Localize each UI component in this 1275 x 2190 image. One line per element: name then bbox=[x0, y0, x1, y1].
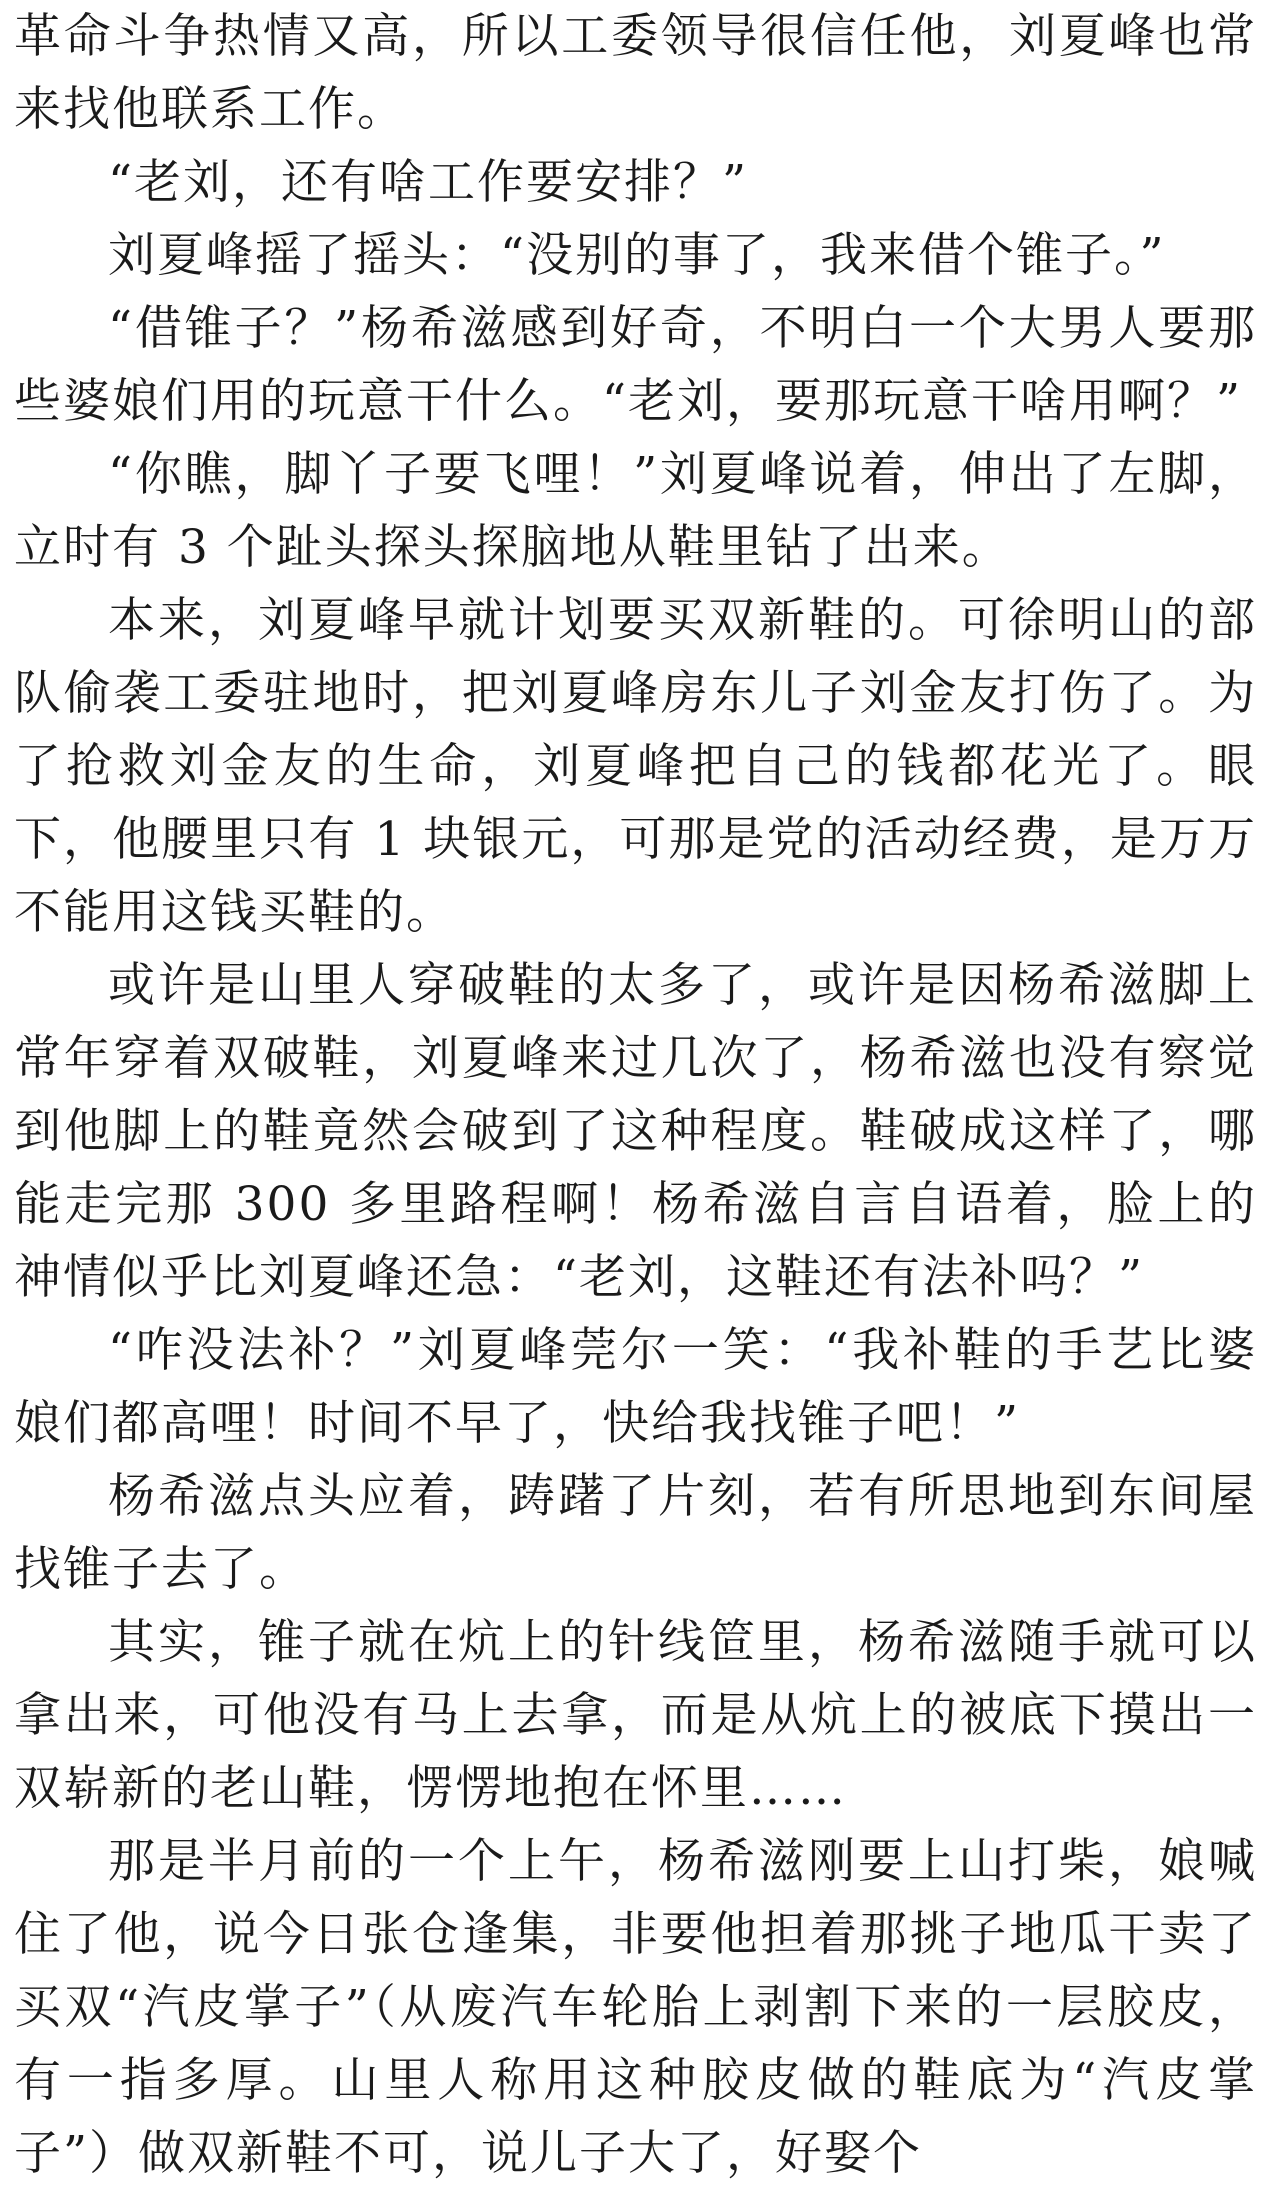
paragraph-6: 本来，刘夏峰早就计划要买双新鞋的。可徐明山的部队偷袭工委驻地时，把刘夏峰房东儿子刘金友打伤了。为了抢救刘金友的生命，刘夏峰把自己的钱都花光了。眼下，他腰里只有 1 块银元，可那是党的活动经费，是万万不能用这钱买鞋的。 bbox=[14, 593, 1257, 940]
paragraph-4: “借锥子？”杨希滋感到好奇，不明白一个大男人要那些婆娘们用的玩意干什么。“老刘，要那玩意干啥用啊？” bbox=[14, 301, 1257, 429]
paragraph-3: 刘夏峰摇了摇头：“没别的事了，我来借个锥子。” bbox=[108, 228, 1166, 283]
paragraph-2: “老刘，还有啥工作要安排？” bbox=[108, 155, 749, 210]
paragraph-5: “你瞧，脚丫子要飞哩！”刘夏峰说着，伸出了左脚，立时有 3 个趾头探头探脑地从鞋里钻了出来。 bbox=[14, 447, 1257, 575]
paragraph-10: 其实，锥子就在炕上的针线笸里，杨希滋随手就可以拿出来，可他没有马上去拿，而是从炕上的被底下摸出一双崭新的老山鞋，愣愣地抱在怀里…… bbox=[14, 1615, 1257, 1816]
paragraph-1: 革命斗争热情又高，所以工委领导很信任他，刘夏峰也常来找他联系工作。 bbox=[14, 9, 1257, 137]
paragraph-11: 那是半月前的一个上午，杨希滋刚要上山打柴，娘喊住了他，说今日张仓逢集，非要他担着那挑子地瓜干卖了买双“汽皮掌子”（从废汽车轮胎上剥割下来的一层胶皮，有一指多厚。山里人称用这种胶皮做的鞋底为“汽皮掌子”）做双新鞋不可，说儿子大了，好娶个 bbox=[14, 1834, 1257, 2181]
paragraph-9: 杨希滋点头应着，踌躇了片刻，若有所思地到东间屋找锥子去了。 bbox=[14, 1469, 1257, 1597]
paragraph-7: 或许是山里人穿破鞋的太多了，或许是因杨希滋脚上常年穿着双破鞋，刘夏峰来过几次了，杨希滋也没有察觉到他脚上的鞋竟然会破到了这种程度。鞋破成这样了，哪能走完那 300 多里路程啊！杨希滋自言自语着，脸上的神情似乎比刘夏峰还急：“老刘，这鞋还有法补吗？” bbox=[14, 958, 1257, 1305]
paragraph-8: “咋没法补？”刘夏峰莞尔一笑：“我补鞋的手艺比婆娘们都高哩！时间不早了，快给我找锥子吧！” bbox=[14, 1323, 1257, 1451]
